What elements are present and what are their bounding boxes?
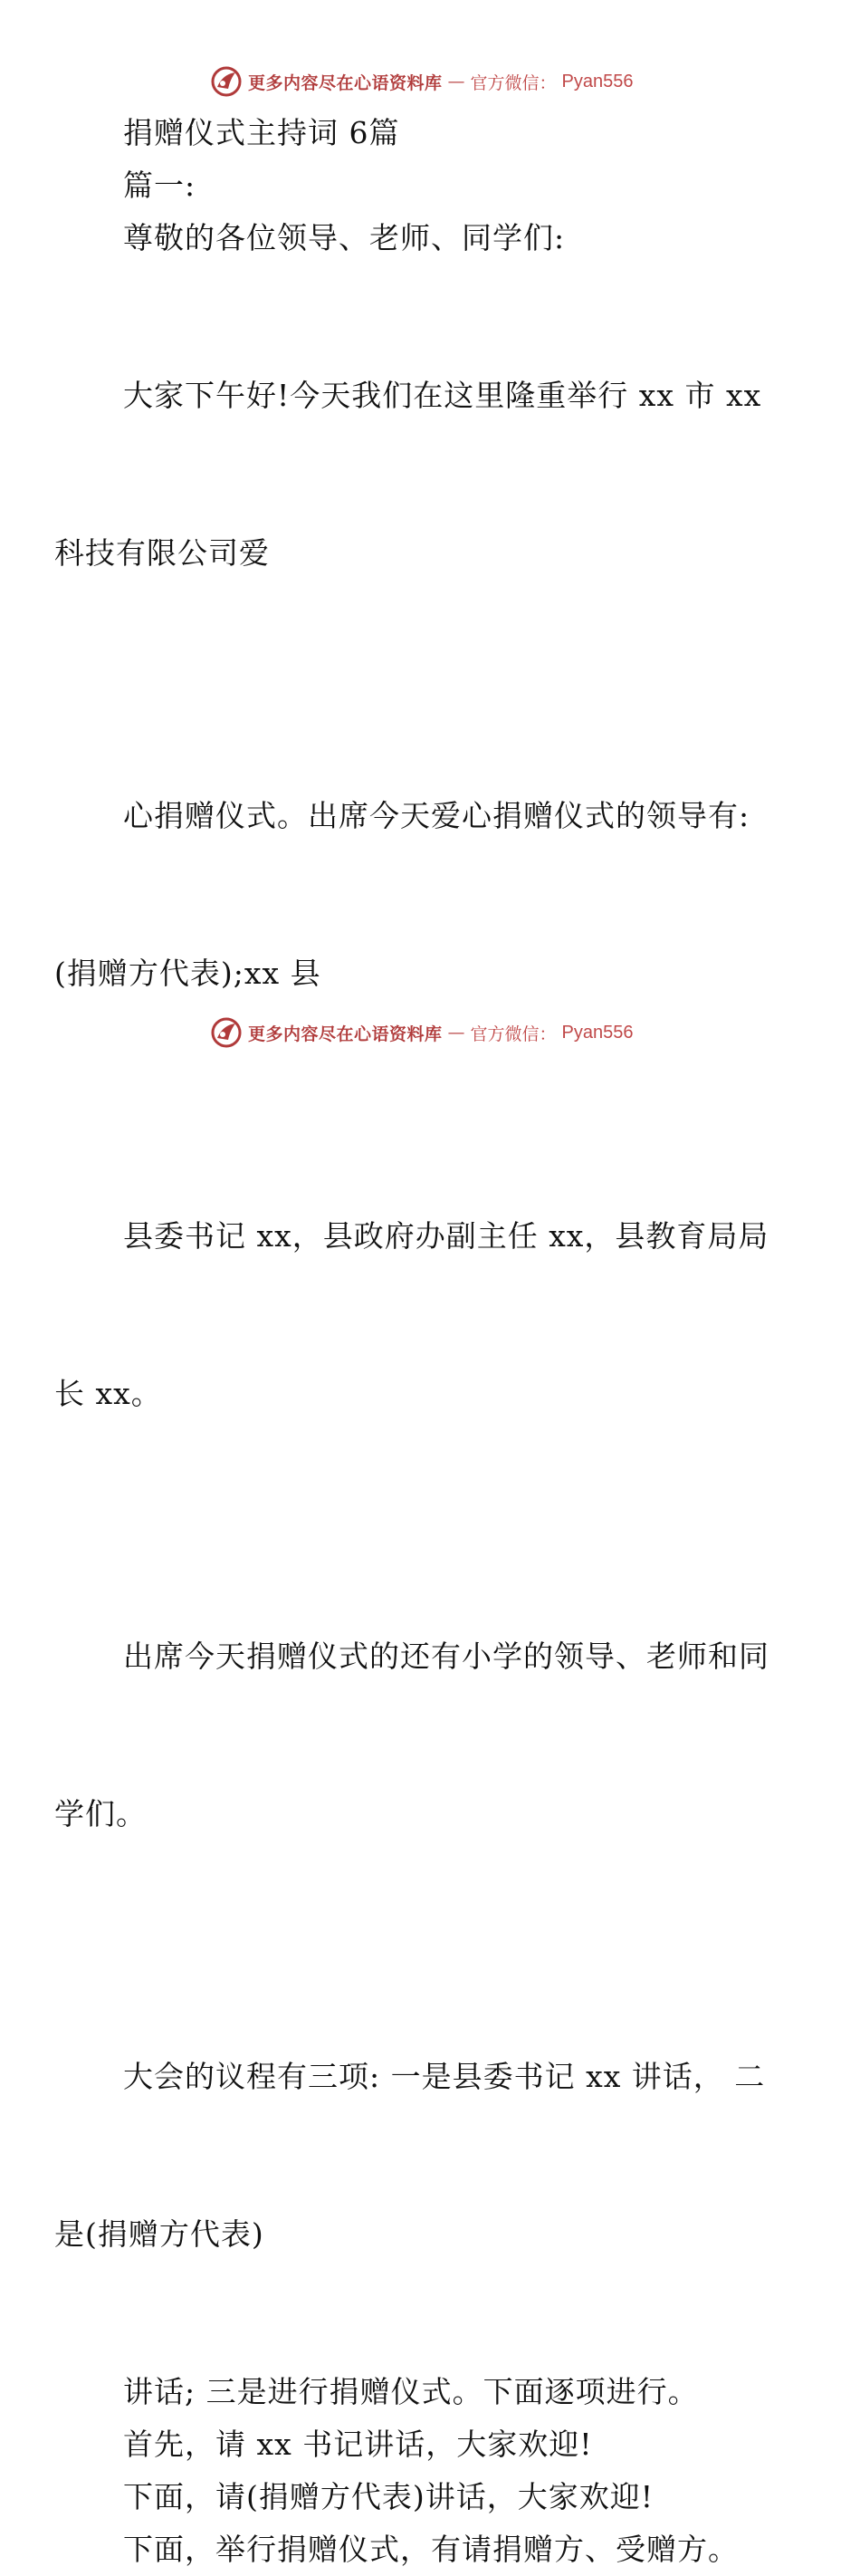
paragraph: 下面，请(捐赠方代表)讲话，大家欢迎!	[123, 2479, 655, 2514]
wechat-id: Pyan556	[561, 71, 634, 91]
paragraph	[54, 1525, 777, 1946]
paragraph	[54, 1946, 777, 2366]
wechat-label: 官方微信：	[470, 72, 557, 93]
paragraph: 讲话; 三是进行捐赠仪式。下面逐项进行。	[123, 2374, 699, 2409]
paragraph-line: 心捐赠仪式。出席今天爱心捐赠仪式的领导有:	[123, 798, 750, 833]
banner-dash: —	[447, 72, 465, 91]
paragraph-line: (捐赠方代表);xx 县	[54, 956, 321, 991]
logo-icon	[210, 65, 243, 98]
banner-dash: —	[447, 1023, 465, 1043]
header-banner	[210, 63, 634, 100]
wechat-id: Pyan556	[561, 1022, 634, 1043]
paragraph-line: 县委书记 xx，县政府办副主任 xx，县教育局局	[123, 1218, 769, 1254]
footer-banner	[210, 1014, 634, 1051]
document-body	[54, 107, 777, 2576]
paragraph-line: 大会的议程有三项: 一是县委书记 xx 讲话， 二	[123, 2059, 766, 2094]
banner-text: 更多内容尽在心语资料库	[248, 1024, 443, 1044]
paragraph-line: 科技有限公司爱	[54, 535, 270, 571]
wechat-label: 官方微信：	[470, 1024, 557, 1044]
logo-icon	[210, 1016, 243, 1049]
paragraph: 下面，举行捐赠仪式，有请捐赠方、受赠方。	[123, 2532, 739, 2567]
paragraph	[54, 264, 777, 685]
paragraph-line: 大家下午好!今天我们在这里隆重举行 xx 市 xx	[123, 378, 762, 413]
paragraph-line: 长 xx。	[54, 1376, 162, 1411]
section-heading: 篇一:	[123, 168, 196, 203]
banner-text: 更多内容尽在心语资料库	[248, 72, 443, 93]
paragraph-line: 学们。	[54, 1796, 147, 1831]
greeting: 尊敬的各位领导、老师、同学们:	[123, 220, 566, 255]
paragraph	[54, 1105, 777, 1525]
paragraph-line: 是(捐赠方代表)	[54, 2216, 264, 2252]
paragraph-line: 出席今天捐赠仪式的还有小学的领导、老师和同	[123, 1639, 769, 1674]
paragraph: 首先，请 xx 书记讲话，大家欢迎!	[123, 2427, 593, 2462]
document-title: 捐赠仪式主持词 6篇	[123, 115, 400, 150]
